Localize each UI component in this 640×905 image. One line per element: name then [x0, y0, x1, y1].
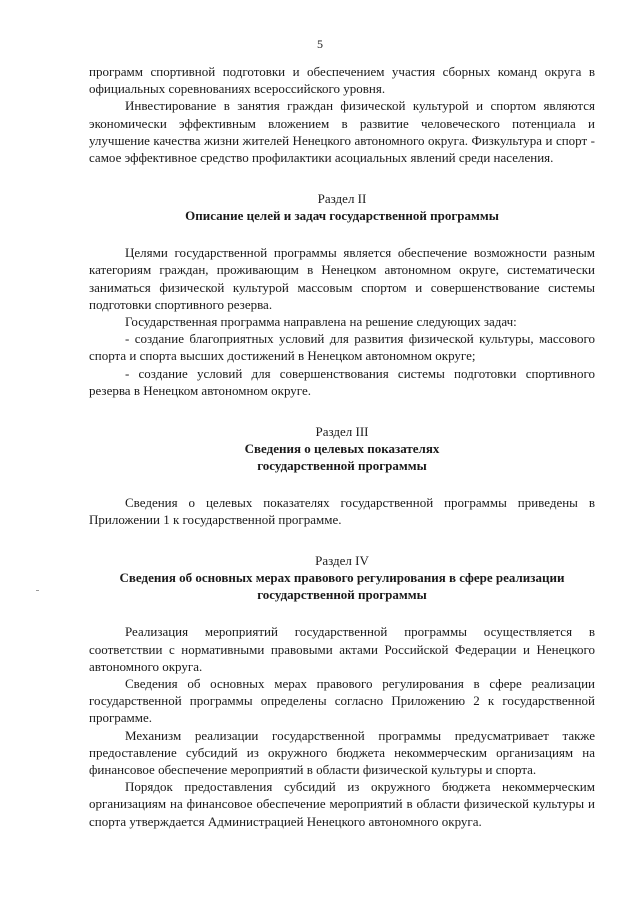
section-4-title-line-2: государственной программы — [257, 587, 427, 603]
section-2-task-2: - создание условий для совершенствования системы подготовки спортивного резерва в Ненецком автономном округе. — [89, 365, 595, 398]
page-content — [89, 63, 595, 830]
section-3-label: Раздел III — [315, 424, 369, 440]
section-2-task-1: - создание благоприятных условий для развития физической культуры, массового спорта и спорта высших достижений в Ненецком автономном округе; — [89, 331, 595, 364]
section-2-paragraph-2: Государственная программа направлена на решение следующих задач: — [125, 314, 517, 330]
section-4-paragraph-2: Сведения об основных мерах правового регулирования в сфере реализации государственной программы определены согласно Приложению 2 к государственной программе. — [89, 676, 595, 726]
section-3-paragraph-1: Сведения о целевых показателях государственной программы приведены в Приложении 1 к государственной программе. — [89, 495, 595, 528]
section-4-paragraph-1: Реализация мероприятий государственной программы осуществляется в соответствии с нормативными правовыми актами Российской Федерации и Ненецкого автономного округа. — [89, 624, 595, 674]
section-2-label: Раздел II — [317, 191, 367, 207]
intro-paragraph-1: программ спортивной подготовки и обеспечением участия сборных команд округа в официальных соревнованиях всероссийского уровня. — [89, 64, 595, 97]
section-2-title: Описание целей и задач государственной программы — [185, 208, 499, 224]
section-4-title-line-1: Сведения об основных мерах правового регулирования в сфере реализации — [119, 570, 565, 586]
section-2-paragraph-1: Целями государственной программы является обеспечение возможности разным категориям граждан, проживающим в Ненецком автономном округе, систематически заниматься физической культурой массовым спортом и совершенствование системы подготовки спортивного резерва. — [89, 245, 595, 312]
section-3-title-line-1: Сведения о целевых показателях — [244, 441, 440, 457]
section-4-paragraph-4: Порядок предоставления субсидий из окружного бюджета некоммерческим организациям на финансовое обеспечение мероприятий в области физической культуры и спорта утверждается Администрацией Ненецкого автономного округа. — [89, 779, 595, 829]
intro-paragraph-2: Инвестирование в занятия граждан физической культурой и спортом являются экономически эффективным вложением в развитие человеческого потенциала и улучшение качества жизни жителей Ненецкого автономного округа. Физкультура и спорт - самое эффективное средство профилактики асоциальных явлений среди населения. — [89, 98, 595, 166]
section-4-paragraph-3: Механизм реализации государственной программы предусматривает также предоставление субсидий из окружного бюджета некоммерческим организациям на финансовое обеспечение мероприятий в области физической культуры и спорта. — [89, 727, 595, 778]
page-number: 5 — [317, 37, 323, 51]
scan-mark — [36, 590, 39, 591]
section-3-title-line-2: государственной программы — [257, 458, 427, 474]
section-4-label: Раздел IV — [315, 553, 369, 569]
